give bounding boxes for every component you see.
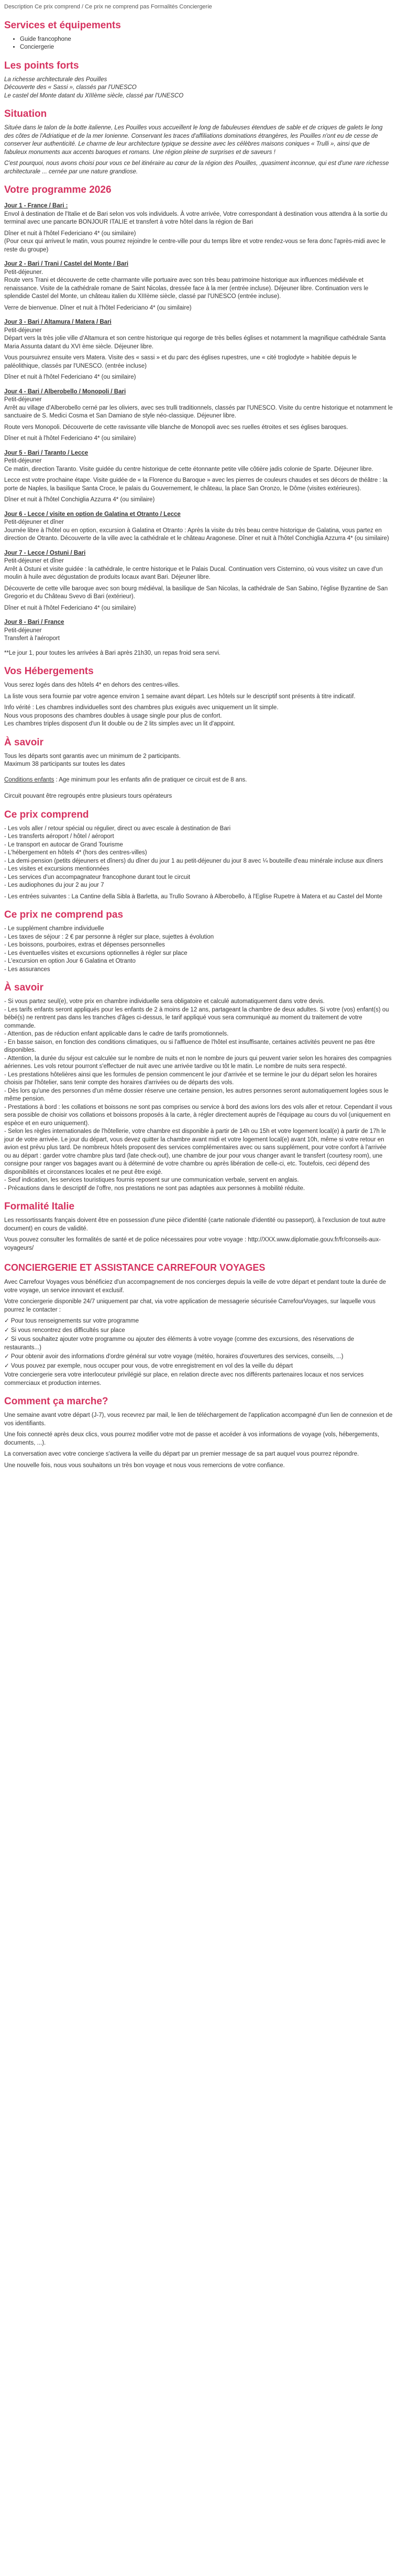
situation-title: Situation xyxy=(4,108,47,119)
list-item: - Le supplément chambre individuelle xyxy=(4,926,104,932)
list-item: - Les éventuelles visites et excursions optionnelles à régler sur place xyxy=(4,950,188,956)
conciergerie-check: ✓ Vous pouvez par exemple, nous occuper pour vous, de votre enregistrement en vol des la veille du départ xyxy=(4,1362,293,1369)
day-text: Découverte de cette ville baroque avec son bourg médiéval, la basilique de San Nicolas, la cathédrale de San Sabino, l'église Byzantine de San Gregorio et du Château Svevo di Bari (extérieur). xyxy=(4,585,388,600)
list-item: - Les assurances xyxy=(4,966,50,973)
conditions-enfants-label: Conditions enfants xyxy=(4,776,54,783)
day-text: Dîner et nuit à l'hôtel Federiciano 4* (ou similaire) xyxy=(4,374,136,380)
a-savoir-text: Maximum 38 participants sur toutes les dates xyxy=(4,761,125,767)
day-title: Jour 2 - Bari / Trani / Castel del Monte / Bari xyxy=(4,261,129,267)
a-savoir-2-title: À savoir xyxy=(4,982,43,993)
programme-title: Votre programme 2026 xyxy=(4,184,112,195)
list-item: - Les audiophones du jour 2 au jour 7 xyxy=(4,882,104,888)
day-text: Petit-déjeuner xyxy=(4,458,42,464)
day-title: Jour 1 - France / Bari : xyxy=(4,203,68,209)
day-text: Route vers Trani et découverte de cette charmante ville portuaire avec son très beau patrimoine historique aux influences médiévale et renaissance. Visite de la cathédrale romane de Saint Nicolas, dressée face à la mer (entrée incluse). Déjeuner libre. Continuation vers le splendide Castel del Monte, un château italien du XIIIème siècle, classé par l'UNESCO (entrée incluse). xyxy=(4,277,369,300)
day-text: Arrêt au village d'Alberobello cerné par les oliviers, avec ses trulli traditionnels, classés par l'UNESCO. Visite du centre historique et notamment le sanctuaire de S. Medici Cosma et San Damiano de style néo-classique. Déjeuner libre. xyxy=(4,404,393,419)
services-list xyxy=(20,36,393,52)
day-text: Dîner et nuit à l'hôtel Federiciano 4* (ou similaire) xyxy=(4,435,136,442)
day-text: Dîner et nuit à l'hôtel Conchiglia Azzurra 4* (ou similaire) xyxy=(4,497,155,503)
hebergement-text: Les chambres triples disposent d'un lit double ou de 2 lits simples avec un lit d'appoint. xyxy=(4,721,236,727)
day-block xyxy=(4,511,393,543)
a-savoir-item: - Seuf indication, les services touristiques fournis reposent sur une communication verbale, servent en anglais. xyxy=(4,1177,299,1183)
a-savoir-item: - Si vous partez seul(e), votre prix en chambre individuelle sera obligatoire et calculé automatiquement dans votre devis. xyxy=(4,998,325,1005)
day-text: Petit-déjeuner xyxy=(4,627,42,634)
day-text: Petit-déjeuner et dîner xyxy=(4,519,64,525)
day-text: Vous poursuivrez ensuite vers Matera. Visite des « sassi » et du parc des églises rupestres, une « cité troglodyte » habitée depuis le paléolithique, classés par l'UNESCO. (entrée incluse) xyxy=(4,355,357,369)
conciergerie-check: ✓ Si vous souhaitez ajouter votre programme ou ajouter des éléments à votre voyage (comme des excursions, des réservations de restaurants...) xyxy=(4,1336,355,1351)
hebergement-text: Vous serez logés dans des hôtels 4* en dehors des centres-villes. xyxy=(4,682,180,688)
a-savoir-item: - Les prestations hôtelières ainsi que les formules de pension commencent le jour d'arrivée et se termine le jour du départ selon les horaires choisis par l'hôtelier, sans tenir compte des horaires d'arrivées ou de départs des vols. xyxy=(4,1071,377,1086)
day-block xyxy=(4,619,393,643)
day-block xyxy=(4,260,393,312)
list-item: - L'hébergement en hôtels 4* (hors des centres-villes) xyxy=(4,850,147,856)
day-title: Jour 3 - Bari / Altamura / Matera / Bari xyxy=(4,319,112,325)
list-item: - Les vols aller / retour spécial ou régulier, direct ou avec escale à destination de Bari xyxy=(4,825,231,832)
list-item: - Les taxes de séjour : 2 € par personne à régler sur place, sujettes à évolution xyxy=(4,933,214,940)
conciergerie-text: Votre conciergerie sera votre interlocuteur privilégié sur place, en relation directe avec nos différents partenaires locaux et nos services commerciaux et production internes. xyxy=(4,1372,364,1386)
situation-text: Située dans le talon de la botte italienne, Les Pouilles vous accueillent le long de fabuleuses étendues de sable et de criques de galets le long des côtes de l'Adriatique et de la mer Ionienne. Conservant les traces d'affiliations dominations étrangères, les Pouilles n'ont eu de cesse de conserver leur authenticité. Le charme de leur architecture typique se dessine avec les célèbres maisons coniques « Trulli », ainsi que de fabuleux monuments aux accents baroques et romans. Une région pleine de surprises et de saveurs ! xyxy=(4,125,383,156)
day-text: Départ vers la très jolie ville d'Altamura et son centre historique qui regorge de très belles églises et notamment la magnifique cathédrale Santa Maria Assunta datant du XVI ème siècle. Déjeuner libre. xyxy=(4,335,386,350)
list-item: - Le transport en autocar de Grand Tourisme xyxy=(4,841,123,848)
list-item: - Les boissons, pourboires, extras et dépenses personnelles xyxy=(4,942,165,948)
comment-title: Comment ça marche? xyxy=(4,1396,108,1407)
day-text: Journée libre à l'hôtel ou en option, excursion à Galatina et Otranto : Après la visite du très beau centre historique de Galatina, vous partez en direction de Otranto. Découverte de la ville avec la cathédrale et le château Aragonese. Dîner et nuit à l'hôtel Conchiglia Azzurra 4* (ou similaire) xyxy=(4,527,389,542)
day-text: Transfert à l'aéroport xyxy=(4,635,60,642)
a-savoir-title: À savoir xyxy=(4,736,43,748)
points-forts-title: Les points forts xyxy=(4,60,79,71)
day-text: Dîner et nuit à l'hôtel Federiciano 4* (ou similaire) xyxy=(4,230,136,237)
conciergerie-text: Votre conciergerie disponible 24/7 uniquement par chat, via votre application de messagerie sécurisée CarrefourVoyages, sur laquelle vous pourrez le contacter : xyxy=(4,1298,376,1313)
a-savoir-item: - Dès lors qu'une des personnes d'un même dossier réserve une certaine pension, les autres personnes seront automatiquement logées sous le même pension. xyxy=(4,1087,389,1102)
comment-text: Une fois connecté après deux clics, vous pourrez modifier votre mot de passe et accéder à vos informations de voyage (vols, hébergements, documents, ...). xyxy=(4,1432,379,1446)
day-text: Verre de bienvenue. Dîner et nuit à l'hôtel Federiciano 4* (ou similaire) xyxy=(4,304,192,311)
comment-text: Une semaine avant votre départ (J-7), vous recevrez par mail, le lien de téléchargement de l'application accompagné d'un lien de connexion et de vos identifiants. xyxy=(4,1412,393,1427)
a-savoir-item: - Attention, la durée du séjour est calculée sur le nombre de nuits et non le nombre de jours qui peuvent varier selon les horaires des compagnies aériennes. Les vols retour pourront s'effectuer de nuit avec une arrivée tardive ou tôt le matin. Le nombre de nuits sera respecté. xyxy=(4,1055,392,1070)
conditions-enfants-text: : Age minimum pour les enfants afin de pratiquer ce circuit est de 8 ans. xyxy=(54,776,247,783)
day-block xyxy=(4,202,393,254)
day-title: Jour 4 - Bari / Alberobello / Monopoli / Bari xyxy=(4,388,126,395)
day-text: (Pour ceux qui arriveut le matin, vous pourrez rejoindre le centre-ville pour du temps libre et votre rendez-vous se fera donc l'après-midi avec le reste du groupe) xyxy=(4,238,386,253)
list-item: • Guide francophone xyxy=(20,36,393,44)
point-fort: Le castel del Monte datant du XIIIème siècle, classé par l'UNESCO xyxy=(4,92,184,99)
programme-note: **Le jour 1, pour toutes les arrivées à Bari après 21h30, un repas froid sera servi. xyxy=(4,649,220,656)
a-savoir-item: - Les tarifs enfants seront appliqués pour les enfants de 2 à moins de 12 ans, partageant la chambre de deux adultes. Si votre (vos) enfant(s) ou bébé(s) ne rentrent pas dans les tranches d'âges ci-dessus, le tarif appliqué vous sera communiqué au moment du traitement de votre commande. xyxy=(4,1006,389,1029)
day-block xyxy=(4,449,393,504)
list-item: - L'excursion en option Jour 6 Galatina et Otranto xyxy=(4,958,136,964)
conciergerie-check: ✓ Pour obtenir avoir des informations d'ordre général sur votre voyage (météo, horaires d'ouvertures des services, conseils, ...) xyxy=(4,1353,344,1360)
day-title: Jour 5 - Bari / Taranto / Lecce xyxy=(4,449,89,456)
a-savoir-item: - Attention, pas de réduction enfant applicable dans le cadre de tarifs promotionnels. xyxy=(4,1031,229,1037)
list-item: • Conciergerie xyxy=(20,43,393,52)
circuit-note: Circuit pouvant être regroupés entre plusieurs tours opérateurs xyxy=(4,793,172,799)
point-fort: La richesse architecturale des Pouilles xyxy=(4,76,107,83)
services-title: Services et équipements xyxy=(4,19,121,31)
hebergements-title: Vos Hébergements xyxy=(4,666,94,677)
day-block xyxy=(4,549,393,613)
day-text: Envol à destination de l'Italie et de Bari selon vos vols individuels. À votre arrivée, Votre correspondant à destination vous attendra à la sortie du terminal avec une pancarte BONJOUR ITALIE et transfert à votre hôtel dans la région de Bari xyxy=(4,211,388,225)
day-text: Petit-déjeuner xyxy=(4,397,42,403)
day-text: Lecce est votre prochaine étape. Visite guidée de « la Florence du Baroque » avec les pierres de couleurs chaudes et ses décors de théâtre : la porte de Naples, la basilique Santa Croce, le palais du Gouvernement, le château, la place San Oronzo, le Dôme (visites extérieures). xyxy=(4,477,388,492)
day-title: Jour 8 - Bari / France xyxy=(4,619,64,625)
day-text: Route vers Monopoli. Découverte de cette ravissante ville blanche de Monopoli avec ses ruelles étroites et ses églises baroques. xyxy=(4,424,348,431)
list-item: - Les entrées suivantes : La Cantine della Sibla à Barletta, au Trullo Sovrano à Alberobello, à l'Eglise Rupetre à Matera et au Castel del Monte xyxy=(4,893,383,900)
point-fort: Découverte des « Sassi », classés par l'UNESCO xyxy=(4,84,137,91)
comment-text: Une nouvelle fois, nous vous souhaitons un très bon voyage et nous vous remercions de votre confiance. xyxy=(4,1462,285,1469)
a-savoir-item: - En basse saison, en fonction des conditions climatiques, ou si l'affluence de l'hôtel est insuffisante, certaines activités peuvent ne pas être disponibles. xyxy=(4,1039,375,1053)
comment-text: La conversation avec votre concierge s'activera la veille du départ par un premier message de sa part auquel vous pourrez répondre. xyxy=(4,1451,359,1457)
day-text: Dîner et nuit à l'hôtel Federiciano 4* (ou similaire) xyxy=(4,604,136,611)
list-item: - La demi-pension (petits déjeuners et dîners) du dîner du jour 1 au petit-déjeuner du jour 8 avec ¼ bouteille d'eau minérale incluse aux dîners xyxy=(4,857,383,864)
tab-description-bar: Description Ce prix comprend / Ce prix ne comprend pas Formalités Conciergerie xyxy=(4,4,212,10)
day-text: Petit-déjeuner et dîner xyxy=(4,558,64,564)
conditions-enfants xyxy=(4,776,393,785)
list-item: - Les transferts aéroport / hôtel / aéroport xyxy=(4,833,114,840)
hebergement-text: Nous vous proposons des chambres doubles à usage single pour plus de confort. xyxy=(4,712,222,719)
conciergerie-title: CONCIERGERIE ET ASSISTANCE CARREFOUR VOYAGES xyxy=(4,1262,266,1273)
day-text: Petit-déjeuner xyxy=(4,327,42,334)
hebergement-text: Info vérité : Les chambres individuelles sont des chambres plus exiguës avec uniquement un lit simple. xyxy=(4,704,279,711)
formalite-text[interactable]: Vous pouvez consulter les formalités de santé et de police nécessaires pour votre voyage : http://XXX.www.diplomatie.gouv.fr/fr/conseils-aux-voyageurs/ xyxy=(4,1237,381,1251)
day-text: Arrêt à Ostuni et visite guidée : la cathédrale, le centre historique et le Palais Ducal. Continuation vers Cisternino, où vous visitez un cave d'un moulin à huile avec dégustation de produits locaux avant Bari. Déjeuner libre. xyxy=(4,566,383,580)
day-text: Petit-déjeuner. xyxy=(4,269,43,276)
situation-text-2: C'est pourquoi, nous avons choisi pour vous ce bel itinéraire au cœur de la région des Pouilles, ,quasiment inconnue, qui est d'une rare richesse architecturale ... cernée par une nature grandiose. xyxy=(4,160,389,175)
prix-comprend-title: Ce prix comprend xyxy=(4,809,89,820)
day-text: Ce matin, direction Taranto. Visite guidée du centre historique de cette étonnante petite ville côtière jadis colonie de Sparte. Déjeuner libre. xyxy=(4,466,373,472)
day-block xyxy=(4,388,393,443)
formalite-text: Les ressortissants français doivent être en possession d'une pièce d'identité (carte nationale d'identité ou passeport), à l'exclusion de tout autre document) en cours de validité. xyxy=(4,1217,385,1232)
conciergerie-check: ✓ Pour tous renseignements sur votre programme xyxy=(4,1318,139,1324)
a-savoir-item: - Selon les règles internationales de l'hôtellerie, votre chambre est disponible à partir de 14h ou 15h et votre logement local(e) à partir de 17h le jour de votre arrivée. Le jour du départ, vous devez quitter la chambre avant midi et votre logement local(e) avant 10h, même si votre retour en avion est prévu plus tard. De nombreux hôtels proposent des services complémentaires avec ou sans supplément, pour votre confort à l'arrivée ou au départ : garder votre chambre plus tard (late check-out), une chambre de jour pour vous changer avant le transfert (courtesy room), une consigne pour ranger vos bagages avant ou à déterminé de votre chambre ou après libération de celle-ci, etc. Toutefois, ceci dépend des disponibilités et circonstances locales et ne peut être exigé. xyxy=(4,1128,387,1175)
a-savoir-item: - Précautions dans le descriptif de l'offre, nos prestations ne sont pas adaptées aux personnes à mobilité réduite. xyxy=(4,1185,305,1192)
conciergerie-intro: Avec Carrefour Voyages vous bénéficiez d'un accompagnement de nos concierges depuis la veille de votre départ et pendant toute la durée de votre voyage, un service innovant et exclusif. xyxy=(4,1279,386,1294)
hebergement-text: La liste vous sera fournie par votre agence environ 1 semaine avant départ. Les hôtels sur le descriptif sont présents à titre indicatif. xyxy=(4,693,356,700)
a-savoir-text: Tous les départs sont garantis avec un minimum de 2 participants. xyxy=(4,753,181,759)
day-title: Jour 6 - Lecce / visite en option de Galatina et Otranto / Lecce xyxy=(4,511,181,518)
list-item: - Les services d'un accompagnateur francophone durant tout le circuit xyxy=(4,874,191,880)
conciergerie-check: ✓ Si vous rencontrez des difficultés sur place xyxy=(4,1327,125,1334)
formalite-title: Formalité Italie xyxy=(4,1201,75,1212)
day-block xyxy=(4,318,393,382)
a-savoir-item: - Prestations à bord : les collations et boissons ne sont pas comprises ou service à bord des avions lors des vols aller et retour. Cependant il vous sera possible de choisir vos collations et boissons proposés à la carte, à régler directement auprès de l'équipage au cours du vol (uniquement en espèce et en euro uniquement). xyxy=(4,1104,392,1127)
prix-ne-comprend-title: Ce prix ne comprend pas xyxy=(4,909,124,920)
list-item: - Les visites et excursions mentionnées xyxy=(4,866,109,872)
day-title: Jour 7 - Lecce / Ostuni / Bari xyxy=(4,549,86,556)
